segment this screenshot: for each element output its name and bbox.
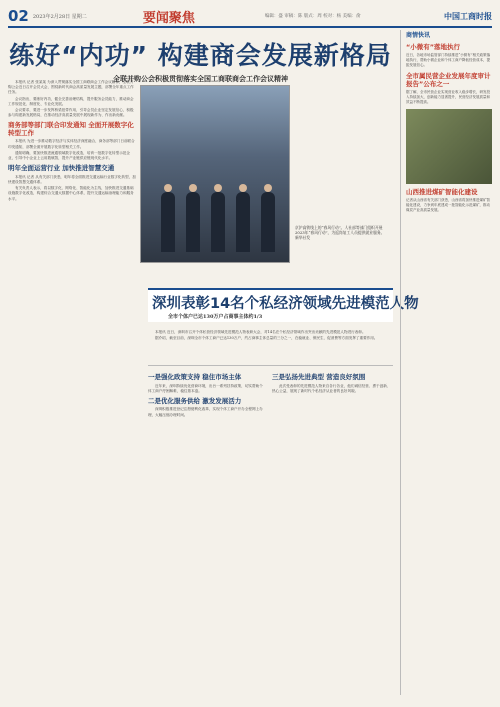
news-photo [140, 85, 290, 263]
news-brief-paragraph: 本报讯 为进一步推动数字经济与实体经济深度融合，商务部等部门日前联合印发通知，部署全面开展数字化转型相关工作。 [8, 139, 135, 149]
feature-headline: 深圳表彰14名个私经济领域先进模范人物 [152, 296, 419, 312]
news-brief-paragraph: 通知明确，要加快推进流通领域数字化改造，培育一批数字化转型示范企业，引导中小企业上云用数赋智，提升产业链供应链现代化水平。 [8, 150, 130, 161]
feature-intro [148, 330, 393, 360]
divider [148, 365, 393, 366]
lead-paragraph: 本报讯 记者 张某某 为深入贯彻落实全国工商联商会工作会议精神，全联并购公会近日召开会员大会，围绕新时代商会高质量发展主题，部署全年重点工作任务。 [8, 80, 134, 95]
sidebar-photo [406, 109, 492, 184]
feature-column-left [148, 370, 266, 695]
lead-paragraph: 会议指出，要练好内功，健全完善治理结构，提升服务会员能力，推动商会工作规范化、制度化、专业化发展。 [8, 96, 134, 106]
news-brief-paragraph: 有关负责人表示，将以数字化、网络化、智能化为主线，加快推进交通基础设施数字化改造，构建综合交通大数据中心体系，提升交通运输治理能力和服务水平。 [8, 186, 134, 201]
sidebar-headline: “小微有”落地执行 [406, 43, 461, 51]
sidebar-title: 商情快讯 [406, 32, 431, 39]
photo-figure [211, 192, 225, 252]
feature-banner [148, 288, 419, 322]
news-brief-headline: 明年全面运营行业 加快推进智慧交通 [8, 164, 115, 173]
sidebar-text: 记者从山西省有关部门获悉，山西省将加快推进煤矿智能化建设，力争到年底建成一批智能化示范煤矿，推动煤炭产业高质量发展。 [406, 198, 490, 212]
editor-credits: 编辑：盛 审稿：陈 版式：周 校对：杨 美编：俞 [264, 14, 361, 19]
photo-caption: 京沪高铁线上的“春风行动”。人社部等部门组织开展2023年“春风行动”，为返岗复工人员提供就业服务。 新华社发 [295, 225, 385, 240]
news-brief-headline: 商务部等部门联合印发通知 全面开展数字化转型工作 [8, 121, 134, 137]
newspaper-logo: 中国工商时报 [444, 11, 492, 21]
feature-subheading: 三是弘扬先进典型 营造良好氛围 [272, 373, 366, 381]
feature-subheading: 一是强化政策支持 稳住市场主体 [148, 373, 242, 381]
sidebar-text: 据了解，全市民营企业实现营业收入稳步增长，研发投入持续加大，创新能力显著提升，民营经济发展质量和效益不断提高。 [406, 90, 490, 104]
masthead [8, 6, 492, 28]
lead-subheadline: 全联并购公会积极贯彻落实全国工商联商会工作会议精神 [113, 74, 288, 83]
feature-paragraph: 深圳积极推进登记注册便利化改革，实现个体工商户开办全程网上办理，大幅压缩办理时间。 [148, 407, 263, 417]
feature-column-right [272, 370, 393, 695]
sidebar-headline: 全市属民营企业发展年度审计报告”公布之一 [406, 72, 491, 88]
page-number: 02 [8, 7, 29, 25]
feature-subheading: 二是优化服务供给 激发发展活力 [148, 396, 242, 405]
photo-figure [236, 192, 250, 252]
sidebar-text: 近日，各地市场监管部门持续推进“小微有”相关政策落地执行，帮助小微企业和个体工商户降低经营成本，提振发展信心。 [406, 53, 491, 67]
photo-figure [186, 192, 200, 252]
feature-paragraph: 此次受表彰的先进模范人物来自各行各业，他们诚信经营、勇于创新、热心公益，展现了新时代个私经济从业者的良好风貌。 [272, 383, 391, 393]
issue-date: 2023年2月28日 星期二 [32, 13, 87, 20]
lead-headline: 练好“内功” 构建商会发展新格局 [9, 41, 392, 70]
lead-paragraph: 会议要求，要进一步发挥桥梁纽带作用，引导会员企业坚定发展信心，积极参与构建新发展格局，在推动经济高质量发展中展现新作为、作出新贡献。 [8, 108, 134, 118]
sidebar-headline: 山西推进煤矿智能化建设 [406, 188, 478, 196]
section-title: 要闻聚焦 [142, 10, 195, 26]
news-brief-paragraph: 本报讯 记者 从有关部门获悉，明年将全面推进交通运输行业数字化转型，加快建设智慧交通体系。 [8, 174, 136, 184]
photo-figure [161, 192, 175, 252]
feature-subheadline: 全市个体户已达130万户占商事主体约1/3 [168, 314, 263, 320]
photo-figure [261, 192, 275, 252]
sidebar-column [400, 30, 492, 695]
feature-paragraph: 本报讯 近日，深圳市召开个体私营经济领域先进模范人物表彰大会，对14名在个私经济领域作出突出贡献的先进模范人物进行表彰。 [155, 330, 366, 334]
feature-paragraph: 据介绍，截至目前，深圳全市个体工商户已达130万户，约占商事主体总量的三分之一，在稳就业、保民生、促消费等方面发挥了重要作用。 [155, 336, 378, 341]
lead-article-column [8, 80, 136, 540]
feature-paragraph: 近年来，深圳持续优化营商环境，出台一系列扶持政策，切实帮助个体工商户纾困解难，稳住基本盘。 [148, 383, 263, 393]
